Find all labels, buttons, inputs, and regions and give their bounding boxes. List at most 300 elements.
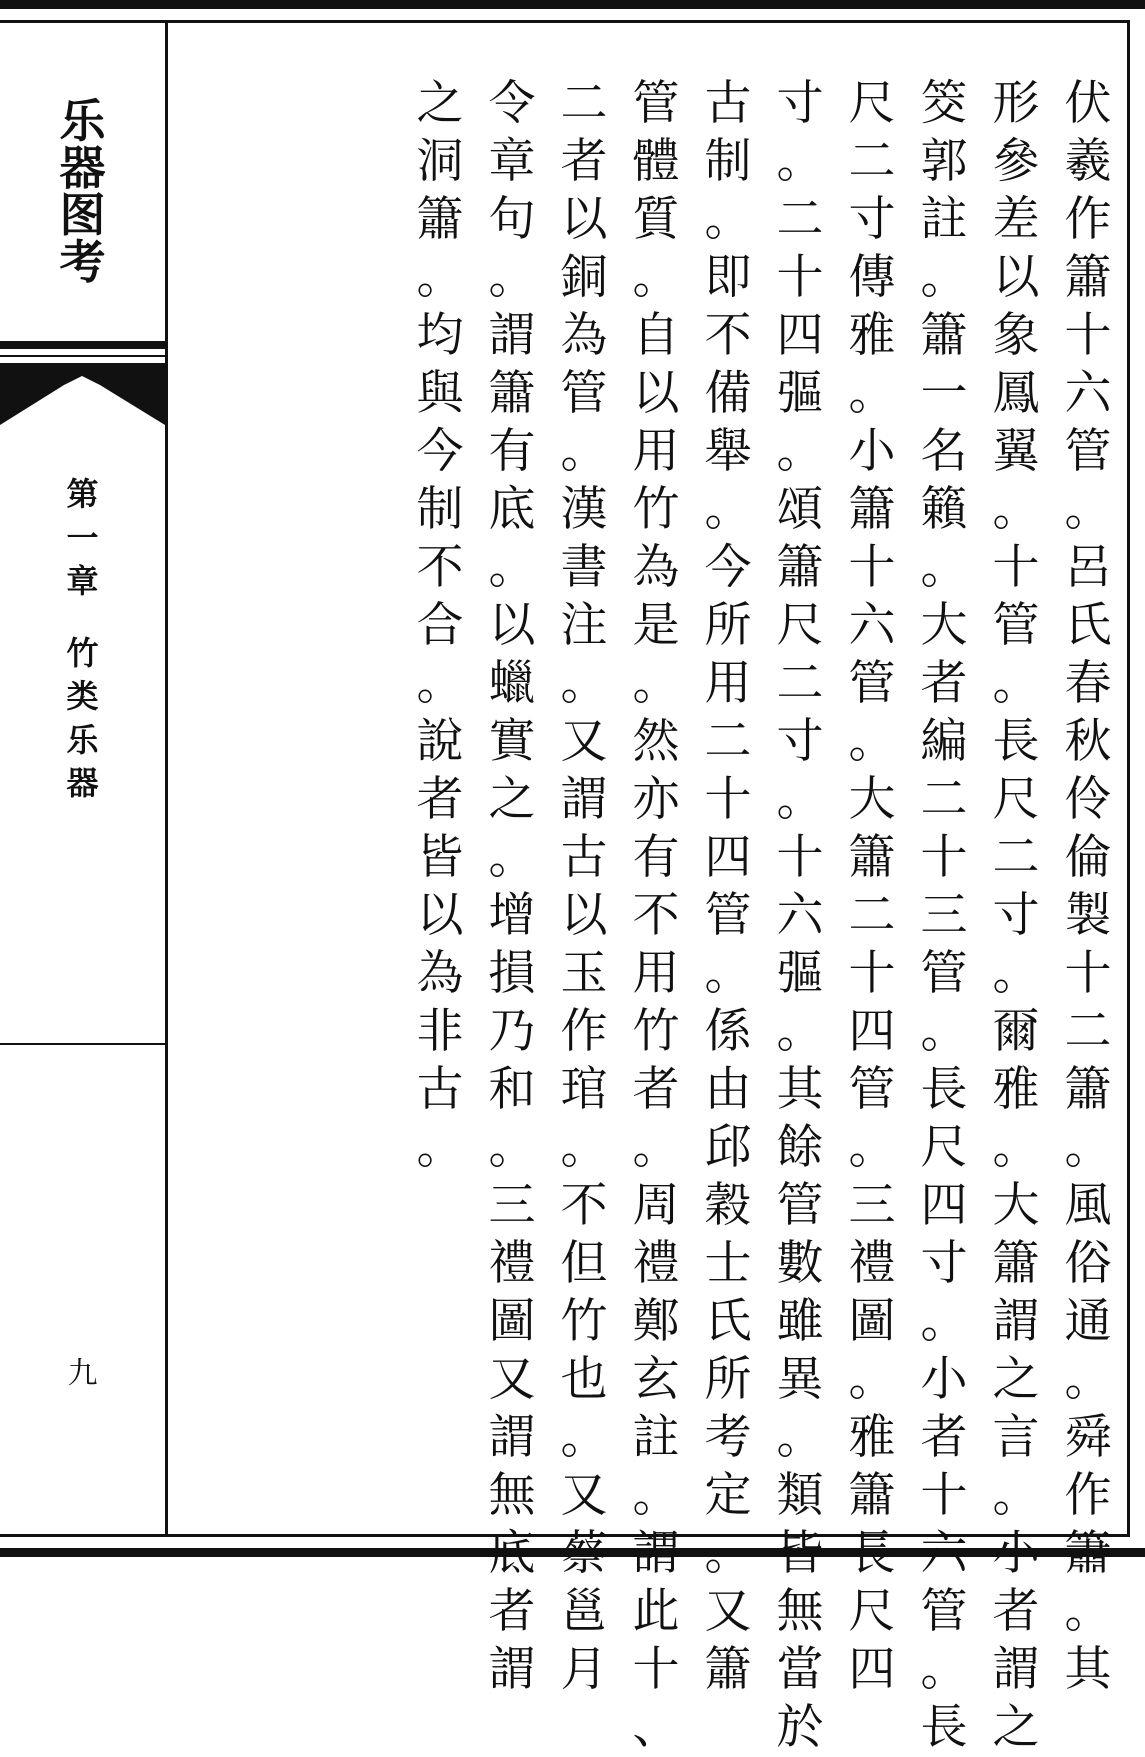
text-char: 句 — [488, 192, 536, 247]
text-char: 章 — [488, 134, 536, 189]
text-char: 於 — [776, 1700, 824, 1755]
text-char: 圖 — [488, 1294, 536, 1349]
text-char: 謂 — [632, 1526, 680, 1581]
text-column — [624, 75, 688, 1757]
text-char: 管 — [1064, 424, 1112, 479]
text-char: 雅 — [992, 1062, 1040, 1117]
text-char: 又 — [488, 1352, 536, 1407]
text-char: 者 — [560, 134, 608, 189]
text-char: 者 — [488, 1584, 536, 1639]
text-char: 合 — [416, 598, 464, 653]
text-char: 。 — [416, 656, 464, 711]
chapter-number-char: 第 — [66, 475, 99, 513]
text-char: 二 — [776, 192, 824, 247]
chapter-heading — [0, 473, 165, 806]
text-char: 管 — [920, 1584, 968, 1639]
text-column — [1056, 75, 1120, 1699]
text-char: 此 — [632, 1584, 680, 1639]
text-char: 小 — [992, 1526, 1040, 1581]
text-char: 琯 — [560, 1062, 608, 1117]
text-char: 者 — [632, 1062, 680, 1117]
text-char: 六 — [848, 598, 896, 653]
text-char: 。 — [632, 1468, 680, 1523]
text-char: 以 — [488, 598, 536, 653]
text-char: 。 — [1064, 1352, 1112, 1407]
text-char: 管 — [848, 1062, 896, 1117]
text-char: 爾 — [992, 1004, 1040, 1059]
text-char: 二 — [920, 772, 968, 827]
text-char: 作 — [1064, 192, 1112, 247]
text-char: 。 — [992, 1468, 1040, 1523]
text-char: 管 — [848, 656, 896, 711]
text-char: 。 — [848, 366, 896, 421]
text-char: 差 — [992, 192, 1040, 247]
text-char: 圖 — [848, 1294, 896, 1349]
text-char: 。 — [632, 250, 680, 305]
text-char: 二 — [776, 656, 824, 711]
text-char: 雖 — [776, 1294, 824, 1349]
text-char: 是 — [632, 598, 680, 653]
text-char: 底 — [488, 1526, 536, 1581]
text-char: 謂 — [488, 1410, 536, 1465]
text-char: 。 — [848, 1120, 896, 1175]
chapter-number-char: 一 — [66, 518, 99, 557]
text-char: 謂 — [488, 1642, 536, 1697]
text-column — [768, 75, 832, 1757]
text-char: 實 — [488, 714, 536, 769]
text-char: 。 — [776, 1004, 824, 1059]
text-char: 春 — [1064, 656, 1112, 711]
text-char: 管 — [632, 76, 680, 131]
text-char: 尺 — [848, 1584, 896, 1639]
book-title — [0, 94, 165, 289]
text-char: 為 — [560, 308, 608, 363]
text-char: 俗 — [1064, 1236, 1112, 1291]
text-char: 管 — [776, 1178, 824, 1233]
text-char: 參 — [992, 134, 1040, 189]
text-char: 傳 — [848, 250, 896, 305]
text-char: 大 — [992, 1178, 1040, 1233]
text-column — [408, 75, 472, 1177]
text-char: 不 — [704, 308, 752, 363]
text-char: 以 — [992, 250, 1040, 305]
text-char: 。 — [920, 1294, 968, 1349]
text-char: 餘 — [776, 1120, 824, 1175]
text-char: 均 — [416, 308, 464, 363]
text-column — [840, 75, 904, 1699]
text-char: 雅 — [848, 1410, 896, 1465]
text-char: 管 — [992, 598, 1040, 653]
text-char: 。 — [776, 772, 824, 827]
text-char: 。 — [776, 1410, 824, 1465]
text-char: 。 — [992, 946, 1040, 1001]
text-char: 簫 — [992, 1236, 1040, 1291]
text-char: 二 — [848, 134, 896, 189]
text-char: 寸 — [992, 888, 1040, 943]
text-char: 呂 — [1064, 540, 1112, 595]
text-char: 十 — [1064, 308, 1112, 363]
sidebar — [0, 23, 168, 1534]
text-char: 大 — [920, 598, 968, 653]
text-char: 。 — [632, 1120, 680, 1175]
text-char: 用 — [632, 946, 680, 1001]
text-char: 謂 — [992, 1294, 1040, 1349]
text-char: 異 — [776, 1352, 824, 1407]
text-char: 尺 — [920, 1120, 968, 1175]
text-char: 。 — [920, 540, 968, 595]
text-char: 十 — [848, 946, 896, 1001]
book-title-char: 图 — [59, 187, 106, 242]
text-char: 無 — [776, 1584, 824, 1639]
text-char: 注 — [560, 598, 608, 653]
text-char: 羲 — [1064, 134, 1112, 189]
text-char: 簫 — [920, 308, 968, 363]
text-char: 長 — [992, 714, 1040, 769]
text-char: 數 — [776, 1236, 824, 1291]
text-char: 十 — [992, 540, 1040, 595]
text-char: 鳳 — [992, 366, 1040, 421]
text-char: 通 — [1064, 1294, 1112, 1349]
text-column — [696, 75, 760, 1699]
text-char: 簫 — [488, 366, 536, 421]
text-char: 和 — [488, 1062, 536, 1117]
chapter-title-char: 类 — [66, 677, 99, 716]
text-char: 質 — [632, 192, 680, 247]
text-char: 邕 — [560, 1584, 608, 1639]
text-char: 籟 — [920, 482, 968, 537]
text-char: 無 — [488, 1468, 536, 1523]
text-char: 。 — [488, 830, 536, 885]
text-char: 。 — [704, 946, 752, 1001]
text-char: 周 — [632, 1178, 680, 1233]
text-char: 編 — [920, 714, 968, 769]
text-char: 不 — [632, 888, 680, 943]
ribbon-ornament — [0, 363, 165, 443]
text-char: 制 — [704, 134, 752, 189]
text-char: 增 — [488, 888, 536, 943]
text-char: 名 — [920, 424, 968, 479]
text-char: 三 — [488, 1178, 536, 1233]
book-title-char: 乐 — [59, 94, 106, 148]
chapter-title-char: 乐 — [66, 720, 99, 759]
text-char: 體 — [632, 134, 680, 189]
text-char: 禮 — [848, 1236, 896, 1291]
text-char: 四 — [776, 308, 824, 363]
text-char: 皆 — [776, 1526, 824, 1581]
text-char: 古 — [560, 830, 608, 885]
chapter-title-char: 竹 — [66, 633, 99, 672]
text-char: 十 — [704, 772, 752, 827]
text-char: 其 — [1064, 1642, 1112, 1697]
text-char: 又 — [560, 1468, 608, 1523]
text-char: 乃 — [488, 1004, 536, 1059]
text-char: 考 — [704, 1410, 752, 1465]
text-char: 。 — [560, 656, 608, 711]
text-char: 係 — [704, 1004, 752, 1059]
text-char: 皆 — [416, 830, 464, 885]
text-char: 三 — [848, 1178, 896, 1233]
text-column — [984, 75, 1048, 1757]
sidebar-band — [0, 341, 165, 349]
text-char: 即 — [704, 250, 752, 305]
sidebar-rule — [0, 355, 165, 357]
text-char: 所 — [704, 1352, 752, 1407]
text-char: 六 — [776, 888, 824, 943]
text-char: 簫 — [1064, 1062, 1112, 1117]
text-char: 簫 — [704, 1642, 752, 1697]
text-char: 。 — [488, 540, 536, 595]
text-char: 寸 — [776, 714, 824, 769]
text-char: 其 — [776, 1062, 824, 1117]
text-char: 。 — [992, 656, 1040, 711]
text-char: 士 — [704, 1236, 752, 1291]
text-char: 玉 — [560, 946, 608, 1001]
text-char: 以 — [560, 888, 608, 943]
text-char: 然 — [632, 714, 680, 769]
text-char: 十 — [776, 250, 824, 305]
text-char: 六 — [1064, 366, 1112, 421]
text-char: 。 — [632, 656, 680, 711]
text-char: 洞 — [416, 134, 464, 189]
text-char: 簫 — [1064, 250, 1112, 305]
text-char: 古 — [416, 1062, 464, 1117]
text-char: 損 — [488, 946, 536, 1001]
text-char: 長 — [920, 1700, 968, 1755]
book-title-char: 考 — [59, 234, 106, 289]
text-char: 。 — [560, 424, 608, 479]
text-char: 尺 — [776, 598, 824, 653]
text-char: 以 — [560, 192, 608, 247]
text-char: 四 — [704, 830, 752, 885]
text-char: 十 — [776, 830, 824, 885]
text-char: 雅 — [848, 308, 896, 363]
text-char: 小 — [848, 424, 896, 479]
text-char: 簫 — [776, 540, 824, 595]
chapter-number-char: 章 — [66, 562, 99, 601]
text-char: 類 — [776, 1468, 824, 1523]
text-char: 管 — [920, 946, 968, 1001]
page-number: 九 — [67, 1356, 98, 1391]
text-char: 但 — [560, 1236, 608, 1291]
text-char: 。 — [1064, 1584, 1112, 1639]
text-char: 筊 — [920, 76, 968, 131]
text-char: 蔡 — [560, 1526, 608, 1581]
text-char: 之 — [992, 1700, 1040, 1755]
text-char: 又 — [704, 1584, 752, 1639]
text-char: 又 — [560, 714, 608, 769]
text-char: 用 — [632, 424, 680, 479]
text-char: 十 — [920, 1468, 968, 1523]
text-char: 六 — [920, 1526, 968, 1581]
text-char: 書 — [560, 540, 608, 595]
text-char: 令 — [488, 76, 536, 131]
text-char: 。 — [848, 1352, 896, 1407]
text-char: 蠟 — [488, 656, 536, 711]
text-char: 管 — [704, 888, 752, 943]
text-char: 禮 — [488, 1236, 536, 1291]
text-char: 備 — [704, 366, 752, 421]
text-char: 之 — [992, 1352, 1040, 1407]
text-char: 二 — [1064, 1004, 1112, 1059]
text-char: 十 — [848, 540, 896, 595]
text-char: 十 — [632, 1642, 680, 1697]
text-char: 翼 — [992, 424, 1040, 479]
text-char: 竹 — [632, 482, 680, 537]
text-char: 不 — [416, 540, 464, 595]
text-char: 謂 — [560, 772, 608, 827]
text-char: 者 — [920, 1410, 968, 1465]
text-char: 四 — [848, 1642, 896, 1697]
text-char: 小 — [920, 1352, 968, 1407]
text-char: 簫 — [848, 830, 896, 885]
text-char: 秋 — [1064, 714, 1112, 769]
text-char: 伏 — [1064, 76, 1112, 131]
text-char: 倫 — [1064, 830, 1112, 885]
text-char: 也 — [560, 1352, 608, 1407]
text-char: 彄 — [776, 946, 824, 1001]
text-char: 者 — [416, 772, 464, 827]
text-char: 舉 — [704, 424, 752, 479]
text-char: 竹 — [560, 1294, 608, 1349]
text-char: 。 — [776, 424, 824, 479]
text-char: 簫 — [1064, 1526, 1112, 1581]
text-char: 用 — [704, 656, 752, 711]
text-char: 不 — [560, 1178, 608, 1233]
text-char: 尺 — [992, 772, 1040, 827]
text-char: 二 — [704, 714, 752, 769]
text-char: 今 — [416, 424, 464, 479]
text-char: 有 — [632, 830, 680, 885]
text-char: 舜 — [1064, 1410, 1112, 1465]
text-char: 。 — [560, 1410, 608, 1465]
text-char: 作 — [560, 1004, 608, 1059]
text-char: 以 — [416, 888, 464, 943]
text-char: 制 — [416, 482, 464, 537]
text-char: 以 — [632, 366, 680, 421]
text-char: 由 — [704, 1062, 752, 1117]
text-char: 氏 — [1064, 598, 1112, 653]
text-char: 象 — [992, 308, 1040, 363]
text-char: 說 — [416, 714, 464, 769]
text-char: 註 — [920, 192, 968, 247]
text-char: 。 — [704, 482, 752, 537]
text-char: 竹 — [632, 1004, 680, 1059]
sidebar-divider — [0, 1043, 165, 1045]
text-char: 二 — [560, 76, 608, 131]
text-char: 。 — [920, 1642, 968, 1697]
text-char: 謂 — [992, 1642, 1040, 1697]
text-char: 為 — [416, 946, 464, 1001]
text-char: 。 — [704, 1526, 752, 1581]
text-char: 長 — [920, 1062, 968, 1117]
text-char: 。 — [1064, 482, 1112, 537]
text-char: 風 — [1064, 1178, 1112, 1233]
text-char: 寸 — [920, 1236, 968, 1291]
text-char: 。 — [704, 192, 752, 247]
text-char: 。 — [992, 1120, 1040, 1175]
text-char: 、 — [632, 1700, 680, 1755]
text-char: 定 — [704, 1468, 752, 1523]
text-char: 彄 — [776, 366, 824, 421]
text-char: 二 — [848, 888, 896, 943]
text-char: 。 — [416, 250, 464, 305]
text-char: 四 — [848, 1004, 896, 1059]
text-char: 禮 — [632, 1236, 680, 1291]
text-char: 。 — [776, 134, 824, 189]
text-char: 所 — [704, 598, 752, 653]
text-char: 底 — [488, 482, 536, 537]
text-char: 月 — [560, 1642, 608, 1697]
text-char: 十 — [1064, 946, 1112, 1001]
text-char: 簫 — [848, 482, 896, 537]
text-char: 之 — [416, 76, 464, 131]
text-char: 頌 — [776, 482, 824, 537]
text-char: 邱 — [704, 1120, 752, 1175]
text-char: 管 — [560, 366, 608, 421]
text-char: 簫 — [416, 192, 464, 247]
text-char: 註 — [632, 1410, 680, 1465]
text-char: 形 — [992, 76, 1040, 131]
text-char: 一 — [920, 366, 968, 421]
text-char: 十 — [920, 830, 968, 885]
text-char: 非 — [416, 1004, 464, 1059]
text-char: 三 — [920, 888, 968, 943]
text-char: 。 — [560, 1120, 608, 1175]
chapter-gap — [0, 604, 165, 632]
text-char: 為 — [632, 540, 680, 595]
chapter-title-char: 器 — [66, 764, 99, 803]
text-char: 。 — [848, 714, 896, 769]
text-char: 者 — [992, 1584, 1040, 1639]
text-char: 作 — [1064, 1468, 1112, 1523]
text-char: 郭 — [920, 134, 968, 189]
text-char: 今 — [704, 540, 752, 595]
text-char: 當 — [776, 1642, 824, 1697]
text-char: 。 — [488, 1120, 536, 1175]
text-char: 言 — [992, 1410, 1040, 1465]
text-char: 漢 — [560, 482, 608, 537]
text-char: 有 — [488, 424, 536, 479]
text-char: 。 — [920, 1004, 968, 1059]
text-column — [480, 75, 544, 1699]
text-column — [912, 75, 976, 1757]
text-char: 簫 — [848, 1468, 896, 1523]
text-char: 氏 — [704, 1294, 752, 1349]
text-char: 古 — [704, 76, 752, 131]
text-char: 四 — [920, 1178, 968, 1233]
text-char: 與 — [416, 366, 464, 421]
text-char: 寸 — [848, 192, 896, 247]
text-char: 鄭 — [632, 1294, 680, 1349]
text-char: 自 — [632, 308, 680, 363]
text-char: 伶 — [1064, 772, 1112, 827]
text-char: 者 — [920, 656, 968, 711]
text-char: 。 — [488, 250, 536, 305]
text-char: 之 — [488, 772, 536, 827]
text-char: 銅 — [560, 250, 608, 305]
text-char: 穀 — [704, 1178, 752, 1233]
text-char: 亦 — [632, 772, 680, 827]
book-title-char: 器 — [59, 140, 106, 195]
text-char: 。 — [992, 482, 1040, 537]
text-char: 。 — [920, 250, 968, 305]
text-char: 。 — [416, 1120, 464, 1175]
text-char: 玄 — [632, 1352, 680, 1407]
text-char: 。 — [1064, 1120, 1112, 1175]
text-char: 二 — [992, 830, 1040, 885]
text-column — [552, 75, 616, 1699]
text-char: 大 — [848, 772, 896, 827]
